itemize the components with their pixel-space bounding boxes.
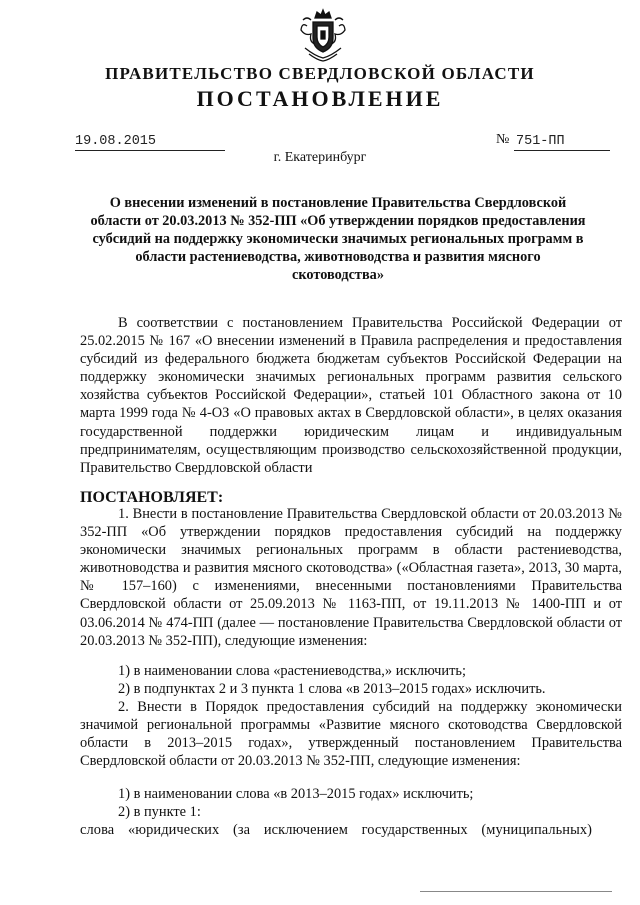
item-2-subitem-1: 1) в наименовании слова «в 2013–2015 годах» исключить; bbox=[118, 786, 474, 802]
document-title: О внесении изменений в постановление Правительства Свердловской области от 20.03.2013 № 352-ПП «Об утверждении порядков предоставления субсидий на поддержку экономически значимых региональных программ в области растениеводства, животноводства и развития мясного скотоводства» bbox=[90, 195, 586, 283]
item-1-paragraph: 1. Внести в постановление Правительства Свердловской области от 20.03.2013 № 352-ПП «Об утверждении порядков предоставления субсидий на поддержку экономически значимых региональных программ в области растениеводства, животноводства и развития мясного скотоводства» («Областная газета», 2013, 30 марта, № 157–160) с изменениями, внесенными постановлениями Правительства Свердловской области от 25.09.2013 № 1163-ПП, от 19.11.2013 № 1400-ПП и от 03.06.2014 № 474-ПП (далее — постановление Правительства Свердловской области от 20.03.2013 № 352-ПП), следующие изменения: bbox=[80, 506, 622, 649]
number-sign: № bbox=[496, 132, 510, 147]
city-name: г. Екатеринбург bbox=[273, 150, 367, 165]
print-footer-line bbox=[420, 891, 612, 892]
decree-word: ПОСТАНОВЛЯЕТ: bbox=[80, 489, 224, 506]
coat-of-arms-icon bbox=[297, 8, 349, 64]
document-number: 751-ПП bbox=[516, 134, 565, 149]
preamble-paragraph: В соответствии с постановлением Правительства Российской Федерации от 25.02.2015 № 167 «О внесении изменений в Правила распределения и предоставления субсидий из федерального бюджета бюджетам субъектов Российской Федерации на поддержку экономически значимых региональных программ развития сельского хозяйства субъектов Российской Федерации», статьей 101 Областного закона от 10 марта 1999 года № 4-ОЗ «О правовых актах в Свердловской области», в целях оказания государственной поддержки юридическим лицам и индивидуальным предпринимателям, осуществляющим производство сельскохозяйственной продукции, Правительство Свердловской области bbox=[80, 315, 622, 476]
item-2-paragraph: 2. Внести в Порядок предоставления субсидий на поддержку экономически значимой региональной программы «Развитие мясного скотоводства Свердловской области в 2013–2015 годах», утвержденный постановлением Правительства Свердловской области от 20.03.2013 № 352-ПП, следующие изменения: bbox=[80, 699, 622, 770]
item-1-subitem-1: 1) в наименовании слова «растениеводства,» исключить; bbox=[118, 663, 466, 679]
item-2-continuation: слова «юридических (за исключением государственных (муниципальных) bbox=[80, 822, 593, 838]
document-type: ПОСТАНОВЛЕНИЕ bbox=[196, 86, 444, 111]
item-1-subitem-2: 2) в подпунктах 2 и 3 пункта 1 слова «в 2013–2015 годах» исключить. bbox=[118, 681, 546, 697]
document-date: 19.08.2015 bbox=[75, 134, 157, 149]
organization-name: ПРАВИТЕЛЬСТВО СВЕРДЛОВСКОЙ ОБЛАСТИ bbox=[105, 64, 535, 83]
item-2-subitem-2: 2) в пункте 1: bbox=[118, 804, 201, 820]
